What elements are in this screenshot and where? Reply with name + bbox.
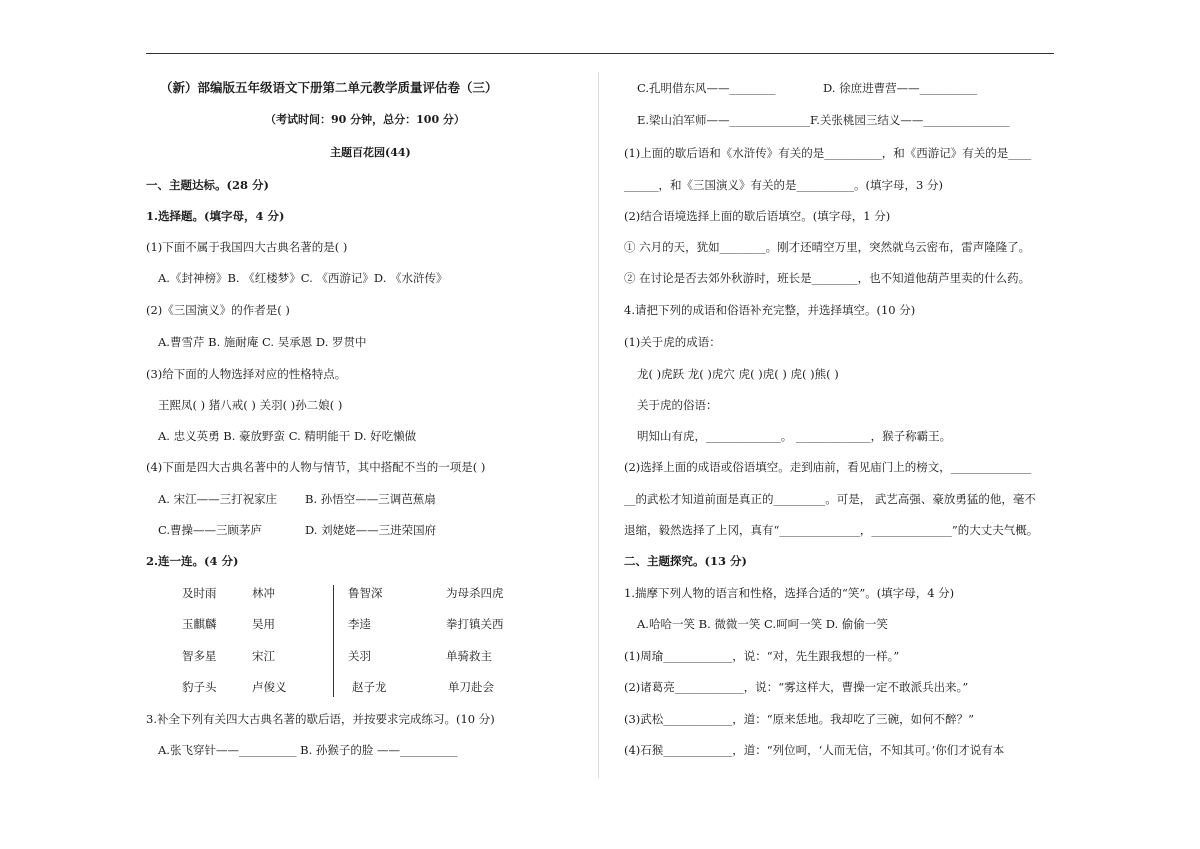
p1-item3: (3)武松____________，道：“原来恁地。我却吃了三碗，如何不醉？” [624, 712, 975, 726]
q1-sub4-option-c: C.曹操——三顾茅庐 [158, 523, 263, 537]
p1-item1: (1)周瑜____________，说：“对，先生跟我想的一样。” [624, 649, 900, 663]
p1-heading: 1.揣摩下列人物的语言和性格，选择合适的“笑”。(填字母，4 分) [624, 586, 955, 600]
p1-item4: (4)石猴____________，道：“列位呵，‘人而无信，不知其可。’你们才说有本 [624, 743, 1005, 757]
column-divider [598, 72, 599, 778]
top-rule [146, 53, 1054, 54]
section-1-heading: 一、主题达标。(28 分) [146, 178, 269, 192]
q4-proverbs: 明知山有虎，_____________。 _____________，猴子称霸王。 [637, 429, 952, 443]
q3-sub2: (2)结合语境选择上面的歇后语填空。(填字母，1 分) [624, 209, 891, 223]
q1-sub4-option-a: A. 宋江——三打祝家庄 [158, 492, 278, 506]
q3-sub1-line1: (1)上面的歇后语和《水浒传》有关的是__________，和《西游记》有关的是____ [624, 146, 1032, 160]
q1-sub4-option-b: B. 孙悟空——三调芭蕉扇 [305, 492, 436, 506]
match-item: 卢俊义 [252, 680, 287, 694]
matching-separator [333, 585, 334, 697]
match-item: 关羽 [348, 649, 371, 663]
match-item: 林冲 [252, 586, 275, 600]
match-item: 单骑救主 [446, 649, 492, 663]
q1-sub4: (4)下面是四大古典名著中的人物与情节，其中搭配不当的一项是( ) [146, 460, 486, 474]
q1-sub3-options: A. 忠义英勇 B. 豪放野蛮 C. 精明能干 D. 好吃懒做 [158, 429, 417, 443]
q3-heading: 3.补全下列有关四大古典名著的歇后语，并按要求完成练习。(10 分) [146, 712, 495, 726]
q4-sub1: (1)关于虎的成语： [624, 335, 721, 349]
q1-sub1-options: A.《封神榜》B. 《红楼梦》C. 《西游记》D. 《水浒传》 [158, 271, 448, 285]
q3-option-d: D. 徐庶进曹营——__________ [823, 81, 978, 95]
q4-proverb-label: 关于虎的俗语： [637, 398, 718, 412]
match-item: 智多星 [182, 649, 217, 663]
match-item: 玉麒麟 [182, 617, 217, 631]
match-item: 李逵 [348, 617, 371, 631]
match-item: 宋江 [252, 649, 275, 663]
q1-sub2-options: A.曹雪芹 B. 施耐庵 C. 吴承恩 D. 罗贯中 [158, 335, 367, 349]
match-item: 鲁智深 [348, 586, 383, 600]
q4-idioms: 龙( )虎跃 龙( )虎穴 虎( )虎( ) 虎( )熊( ) [637, 367, 839, 381]
match-item: 单刀赴会 [448, 680, 494, 694]
q1-sub3: (3)给下面的人物选择对应的性格特点。 [146, 367, 347, 381]
p1-options: A.哈哈一笑 B. 微微一笑 C.呵呵一笑 D. 偷偷一笑 [637, 617, 888, 631]
q2-heading: 2.连一连。(4 分) [146, 554, 239, 568]
q1-sub1: (1)下面不属于我国四大古典名著的是( ) [146, 240, 348, 254]
q3-sub2-item1: ① 六月的天，犹如________。刚才还晴空万里，突然就乌云密布，雷声隆隆了。 [624, 240, 1031, 254]
section-2-heading: 二、主题探究。(13 分) [624, 554, 747, 568]
theme-title: 主题百花园(44) [330, 146, 411, 159]
q3-option-c: C.孔明借东风——________ [637, 81, 776, 95]
q3-options-ef: E.梁山泊军师——______________F.关张桃园三结义——_______________ [637, 113, 1010, 127]
p1-item2: (2)诸葛亮____________，说：“雾这样大，曹操一定不敢派兵出来。” [624, 680, 969, 694]
q1-sub3-people: 王熙凤( ) 猪八戒( ) 关羽( )孙二娘( ) [158, 398, 343, 412]
match-item: 赵子龙 [352, 680, 387, 694]
match-item: 及时雨 [182, 586, 217, 600]
q4-heading: 4.请把下列的成语和俗语补充完整，并选择填空。(10 分) [624, 303, 916, 317]
exam-subtitle: （考试时间：90 分钟，总分：100 分） [265, 113, 465, 126]
q4-sub2-line3: 退缩，毅然选择了上冈，真有“______________，______________”的大丈夫气概。 [624, 523, 1039, 537]
match-item: 豹子头 [182, 680, 217, 694]
q3-options-ab: A.张飞穿针——__________ B. 孙猴子的脸 ——__________ [158, 743, 458, 757]
match-item: 拳打镇关西 [446, 617, 504, 631]
q3-sub2-item2: ② 在讨论是否去郊外秋游时，班长是________，也不知道他葫芦里卖的什么药。 [624, 271, 1031, 285]
q4-sub2-line2: __的武松才知道前面是真正的_________。可是， 武艺高强、豪放勇猛的他，毫不 [624, 492, 1036, 506]
q4-sub2-line1: (2)选择上面的成语或俗语填空。走到庙前，看见庙门上的榜文，______________ [624, 460, 1032, 474]
q1-heading: 1.选择题。(填字母，4 分) [146, 209, 285, 223]
exam-title: （新）部编版五年级语文下册第二单元教学质量评估卷（三） [160, 80, 498, 95]
match-item: 吴用 [252, 617, 275, 631]
q1-sub4-option-d: D. 刘姥姥——三进荣国府 [305, 523, 437, 537]
q3-sub1-line2: ______，和《三国演义》有关的是__________。(填字母，3 分) [624, 178, 943, 192]
match-item: 为母杀四虎 [446, 586, 504, 600]
q1-sub2: (2)《三国演义》的作者是( ) [146, 303, 290, 317]
